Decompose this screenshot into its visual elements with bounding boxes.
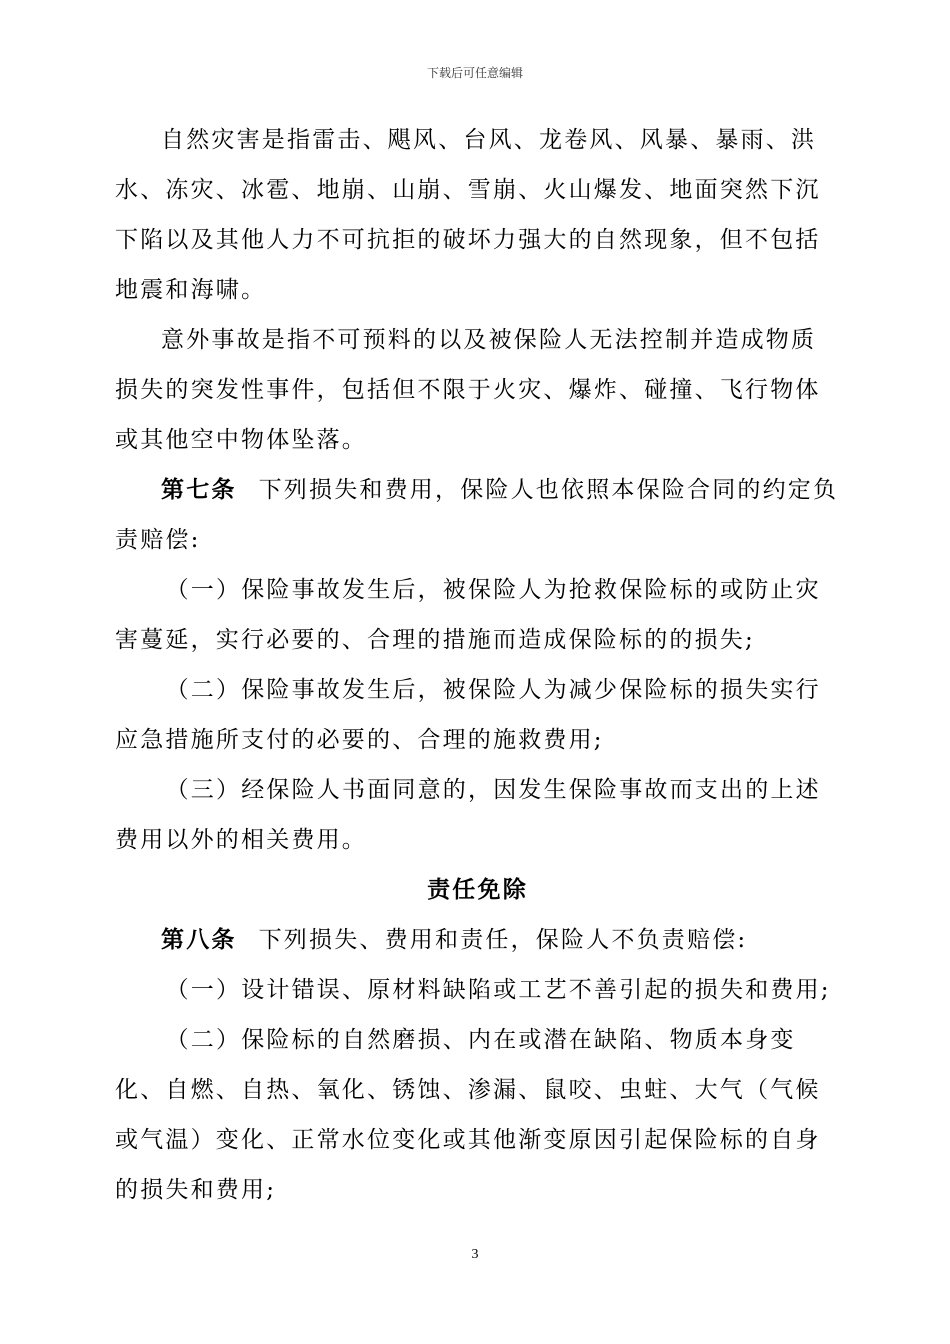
article-8-item-2: （二）保险标的自然磨损、内在或潜在缺陷、物质本身变化、自燃、自热、氧化、锈蚀、渗漏、鼠咬、虫蛀、大气（气候或气温）变化、正常水位变化或其他渐变原因引起保险标的自身的损失和费用; <box>115 1027 821 1203</box>
paragraph-accident: 意外事故是指不可预料的以及被保险人无法控制并造成物质损失的突发性事件，包括但不限于火灾、爆炸、碰撞、飞行物体或其他空中物体坠落。 <box>115 327 821 453</box>
article-7-item-1: （一）保险事故发生后，被保险人为抢救保险标的或防止灾害蔓延，实行必要的、合理的措施而造成保险标的的损失; <box>115 577 821 653</box>
article-7-text: 下列损失和费用，保险人也依照本保险合同的约定负责赔偿: <box>115 477 839 553</box>
article-7-item-3: （三）经保险人书面同意的，因发生保险事故而支出的上述费用以外的相关费用。 <box>115 777 821 853</box>
article-8-item-1: （一）设计错误、原材料缺陷或工艺不善引起的损失和费用; <box>165 977 831 1003</box>
article-8 <box>115 915 840 965</box>
document-body <box>115 115 840 1215</box>
article-8-number: 第八条 <box>161 926 237 953</box>
page-header: 下载后可任意编辑 <box>426 66 523 80</box>
article-7-number: 第七条 <box>161 476 237 503</box>
article-7 <box>115 465 840 565</box>
section-title: 责任免除 <box>427 876 528 903</box>
article-8-text: 下列损失、费用和责任，保险人不负责赔偿: <box>258 927 748 953</box>
page-number: 3 <box>471 1247 479 1262</box>
paragraph-natural-disaster: 自然灾害是指雷击、飓风、台风、龙卷风、风暴、暴雨、洪水、冻灾、冰雹、地崩、山崩、雪崩、火山爆发、地面突然下沉下陷以及其他人力不可抗拒的破坏力强大的自然现象，但不包括地震和海啸。 <box>115 127 821 303</box>
article-7-item-2: （二）保险事故发生后，被保险人为减少保险标的损失实行应急措施所支付的必要的、合理的施救费用; <box>115 677 821 753</box>
